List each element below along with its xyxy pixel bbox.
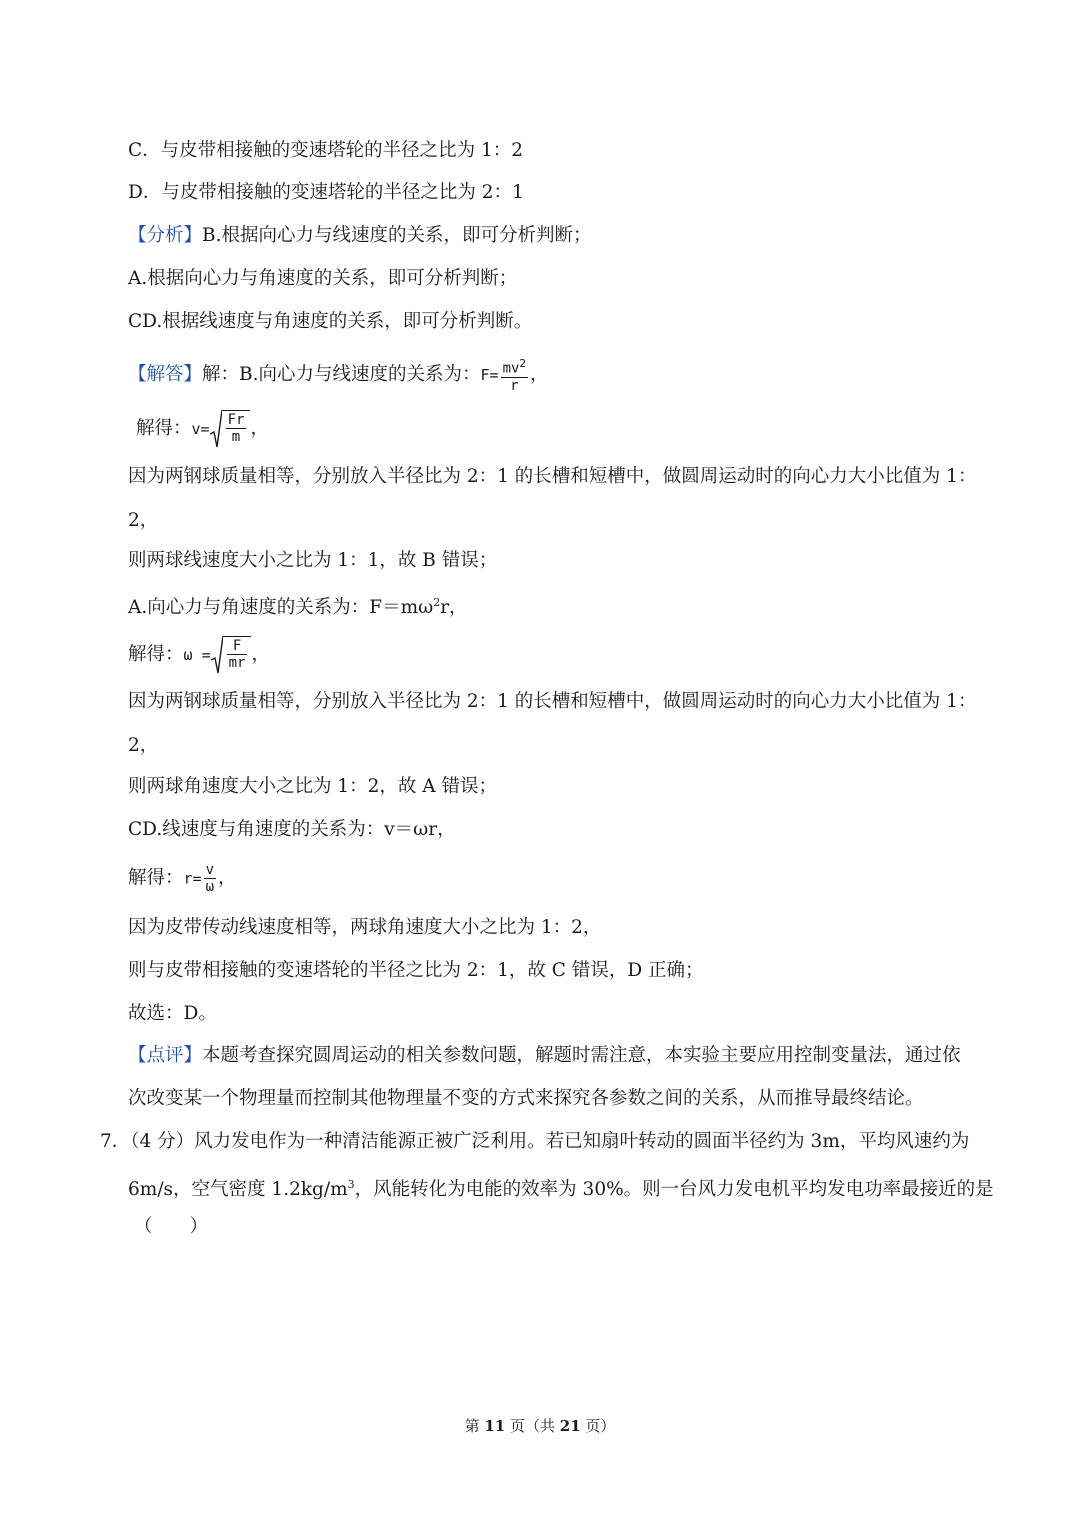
sqrt-sign xyxy=(210,410,251,448)
footer-post: 页） xyxy=(580,1417,616,1435)
formula-omega-lhs: ω = xyxy=(183,646,211,664)
formula-v-den: m xyxy=(231,429,241,445)
relation-a-post: r， xyxy=(440,597,468,619)
relation-a-sup: 2 xyxy=(433,596,441,609)
conclusion-a: 则两球角速度大小之比为 1：2，故 A 错误； xyxy=(128,776,498,797)
footer-page: 11 xyxy=(484,1417,506,1435)
question-7-line-2-pre: 6m/s，空气密度 1.2kg/m xyxy=(128,1179,348,1201)
analysis-a: A.根据向心力与角速度的关系，即可分析判断； xyxy=(128,268,518,289)
solve-r-label: 解得： xyxy=(128,867,184,889)
sqrt-sign xyxy=(211,636,252,674)
question-7-line-1: 7．（4 分）风力发电作为一种清洁能源正被广泛利用。若已知扇叶转动的圆面半径约为 3m，平均风速约为 xyxy=(100,1131,970,1152)
comment-1-text: 本题考查探究圆周运动的相关参数问题，解题时需注意，本实验主要应用控制变量法，通过依 xyxy=(202,1045,961,1066)
analysis-cd: CD.根据线速度与角速度的关系，即可分析判断。 xyxy=(128,311,533,332)
formula-f-sup: 2 xyxy=(519,357,527,370)
formula-omega-den: mr xyxy=(228,655,246,671)
formula-r-lhs: r= xyxy=(183,869,202,888)
formula-r-den: ω xyxy=(205,879,215,895)
solve-omega xyxy=(128,636,270,674)
relation-a xyxy=(128,590,468,621)
relation-a-pre: A.向心力与角速度的关系为：F＝mω xyxy=(128,597,434,619)
solve-v-label: 解得： xyxy=(136,418,192,439)
solution-b xyxy=(128,356,549,394)
reason-1: 因为两钢球质量相等，分别放入半径比为 2：1 的长槽和短槽中，做圆周运动时的向心力大小比值为 1： xyxy=(128,466,977,487)
question-7-blank: （ ） xyxy=(134,1216,209,1237)
final-choice: 故选：D。 xyxy=(128,1003,217,1024)
formula-r-comma: ， xyxy=(218,867,237,889)
comment-1 xyxy=(128,1043,961,1069)
reason-3: 因为皮带传动线速度相等，两球角速度大小之比为 1：2， xyxy=(128,917,602,938)
formula-omega-comma: ， xyxy=(251,644,270,665)
footer-total: 21 xyxy=(559,1417,581,1435)
analysis-tag: 【分析】 xyxy=(128,225,203,246)
solution-b-text: 解：B.向心力与线速度的关系为： xyxy=(202,363,481,385)
relation-cd: CD.线速度与角速度的关系为：v＝ωr， xyxy=(128,819,456,840)
analysis-b-text: B.根据向心力与线速度的关系，即可分析判断； xyxy=(202,225,592,246)
reason-2: 因为两钢球质量相等，分别放入半径比为 2：1 的长槽和短槽中，做圆周运动时的向心力大小比值为 1： xyxy=(128,691,977,712)
formula-v-lhs: v= xyxy=(191,420,210,438)
analysis-b xyxy=(128,223,592,249)
solve-omega-label: 解得： xyxy=(128,644,184,665)
comment-tag: 【点评】 xyxy=(128,1045,203,1066)
formula-omega-num: F xyxy=(227,638,248,655)
page-footer xyxy=(0,1416,1080,1436)
solve-r xyxy=(128,862,237,895)
reason-1-cont: 2， xyxy=(128,510,159,531)
formula-f-den: r xyxy=(510,377,519,394)
footer-pre: 第 xyxy=(464,1417,485,1435)
footer-mid: 页（共 xyxy=(505,1417,560,1435)
conclusion-b: 则两球线速度大小之比为 1：1，故 B 错误； xyxy=(128,550,498,571)
formula-f-lhs: F= xyxy=(480,365,499,384)
question-7-line-2 xyxy=(128,1172,994,1203)
solution-tag: 【解答】 xyxy=(128,363,203,385)
formula-r-fraction xyxy=(204,862,216,895)
solve-v xyxy=(136,410,269,448)
comment-2: 次改变某一个物理量而控制其他物理量不变的方式来探究各参数之间的关系，从而推导最终结论。 xyxy=(128,1088,924,1109)
formula-f-num: mv xyxy=(502,360,520,377)
formula-v-num: Fr xyxy=(227,412,245,428)
question-7-sup: 3 xyxy=(347,1178,355,1191)
formula-f-fraction xyxy=(501,356,528,394)
conclusion-cd: 则与皮带相接触的变速塔轮的半径之比为 2：1，故 C 错误，D 正确； xyxy=(128,960,704,981)
question-7-line-2-post: ，风能转化为电能的效率为 30%。则一台风力发电机平均发电功率最接近的是 xyxy=(354,1179,994,1201)
formula-v-comma: ， xyxy=(250,418,269,439)
option-d: D．与皮带相接触的变速塔轮的半径之比为 2：1 xyxy=(128,182,524,203)
option-c: C．与皮带相接触的变速塔轮的半径之比为 1：2 xyxy=(128,140,524,161)
formula-f-comma: ， xyxy=(530,363,549,385)
formula-r-num: v xyxy=(205,862,215,878)
reason-2-cont: 2， xyxy=(128,735,159,756)
